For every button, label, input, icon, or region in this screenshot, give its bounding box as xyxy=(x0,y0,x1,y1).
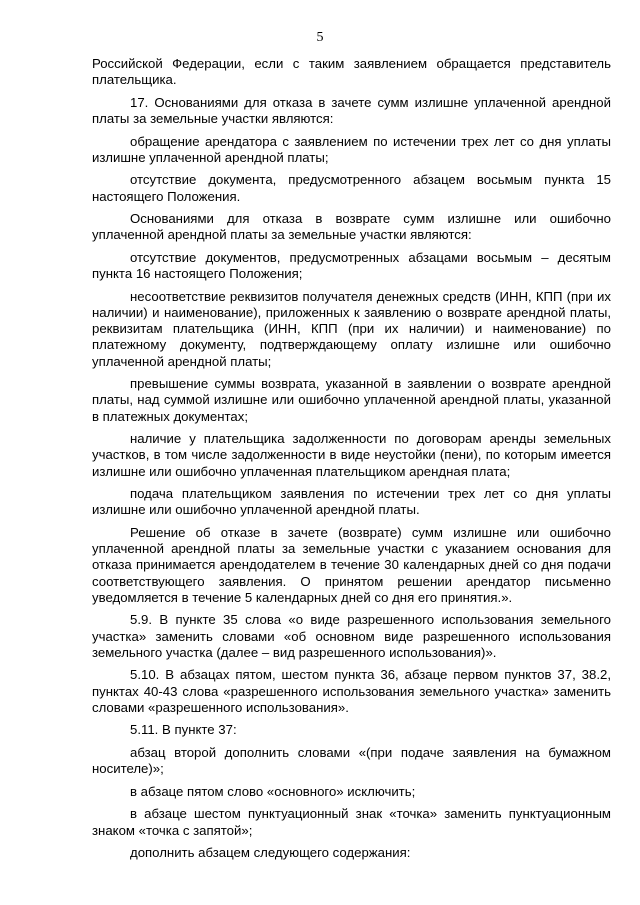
paragraph: несоответствие реквизитов получателя денежных средств (ИНН, КПП (при их наличии) и наименование), приложенных к заявлению о возврате арендной платы, реквизитам плательщика (ИНН, КПП (при их наличии) и наименование) по платежному документу, подтверждающему оплату излишне или ошибочно уплаченной арендной платы; xyxy=(92,288,611,369)
paragraph: Российской Федерации, если с таким заявлением обращается представитель плательщика. xyxy=(92,56,611,88)
paragraph: отсутствие документов, предусмотренных абзацами восьмым – десятым пункта 16 настоящего Положения; xyxy=(92,249,611,282)
paragraph: 17. Основаниями для отказа в зачете сумм излишне уплаченной арендной платы за земельные участки являются: xyxy=(92,94,611,126)
paragraph: подача плательщиком заявления по истечении трех лет со дня уплаты излишне или ошибочно уплаченной арендной платы. xyxy=(92,486,611,518)
paragraph: в абзаце пятом слово «основного» исключить; xyxy=(130,783,416,799)
paragraph: Решение об отказе в зачете (возврате) сумм излишне или ошибочно уплаченной арендной платы за земельные участки с указанием основания для отказа принимается арендодателем в течение 30 календарных дней со дня подачи соответствующего заявления. О принятом решении арендатор письменно уведомляется в течение 5 календарных дней со дня его принятия.». xyxy=(92,524,611,605)
document-body xyxy=(92,56,611,868)
paragraph: Основаниями для отказа в возврате сумм излишне или ошибочно уплаченной арендной платы за земельные участки являются: xyxy=(92,211,611,243)
paragraph: 5.10. В абзацах пятом, шестом пункта 36, абзаце первом пунктов 37, 38.2, пунктах 40-43 слова «разрешенного использования земельного участка» заменить словами «разрешенного использования». xyxy=(92,667,611,715)
paragraph: наличие у плательщика задолженности по договорам аренды земельных участков, в том числе задолженности в виде неустойки (пени), по которым имеется излишне или ошибочно уплаченная плательщиком арендная плата; xyxy=(92,431,611,479)
paragraph: обращение арендатора с заявлением по истечении трех лет со дня уплаты излишне уплаченной арендной платы; xyxy=(92,133,611,165)
paragraph: превышение суммы возврата, указанной в заявлении о возврате арендной платы, над суммой излишне или ошибочно уплаченной арендной платы, указанной в платежных документах; xyxy=(92,376,611,424)
paragraph: абзац второй дополнить словами «(при подаче заявления на бумажном носителе)»; xyxy=(92,744,611,777)
paragraph: в абзаце шестом пунктуационный знак «точка» заменить пунктуационным знаком «точка с запятой»; xyxy=(92,806,611,838)
paragraph: отсутствие документа, предусмотренного абзацем восьмым пункта 15 настоящего Положения. xyxy=(92,172,611,204)
paragraph: 5.11. В пункте 37: xyxy=(130,722,237,738)
paragraph: дополнить абзацем следующего содержания: xyxy=(130,845,411,861)
page-number: 5 xyxy=(316,30,324,45)
paragraph: 5.9. В пункте 35 слова «о виде разрешенного использования земельного участка» заменить словами «об основном виде разрешенного использования земельного участка (далее – вид разрешенного использования)». xyxy=(92,612,611,660)
